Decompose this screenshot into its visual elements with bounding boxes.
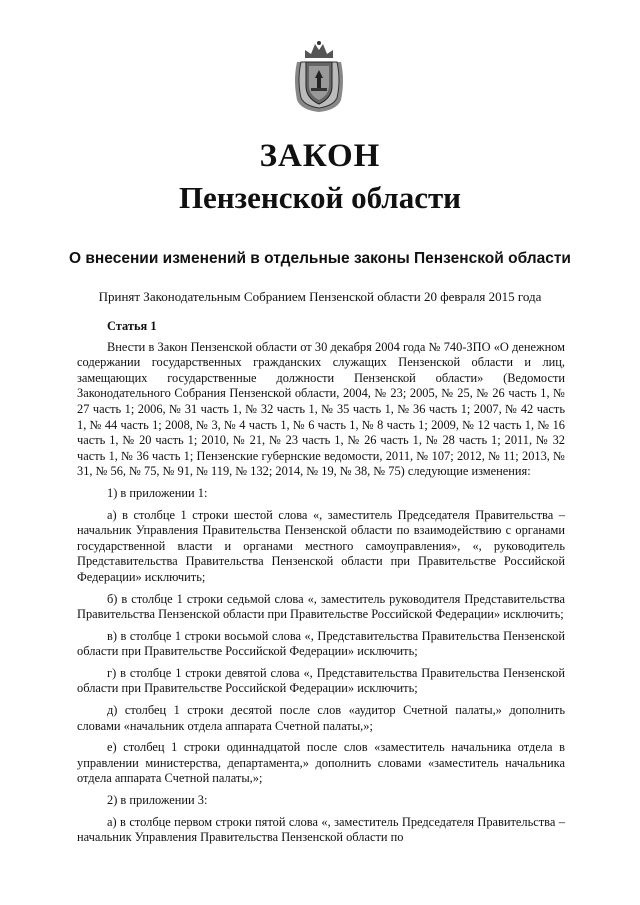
list-subitem: а) в столбце 1 строки шестой слова «, заместитель Председателя Правительства – начальник Управления Правительства Пензенской области по взаимодействию с органами государственной власти и органами местного самоуправления», «, руководитель Представительства Правительства Пензенской области при Правительстве Российской Федерации» исключить;	[77, 507, 565, 584]
article-heading: Статья 1	[107, 319, 157, 333]
adoption-note: Принят Законодательным Собранием Пензенской области 20 февраля 2015 года	[98, 289, 542, 304]
list-subitem: е) столбец 1 строки одиннадцатой после слов «заместитель начальника отдела в управлении министерства, департамента,» дополнить словами «заместитель начальника отдела аппарата Счетной палаты,»;	[77, 740, 565, 786]
document-region: Пензенской области	[178, 180, 462, 215]
law-subject-heading: О внесении изменений в отдельные законы Пензенской области	[69, 250, 571, 267]
list-subitem: в) в столбце 1 строки восьмой слова «, Представительства Правительства Пензенской области при Правительстве Российской Федерации» исключить;	[77, 628, 565, 659]
coat-of-arms-icon	[291, 40, 347, 114]
list-subitem: а) в столбце первом строки пятой слова «, заместитель Председателя Правительства – начальник Управления Правительства Пензенской области по	[77, 814, 565, 845]
list-subitem: г) в столбце 1 строки девятой слова «, Представительства Правительства Пензенской области при Правительстве Российской Федерации» исключить;	[77, 665, 565, 696]
list-item: 1) в приложении 1:	[107, 485, 208, 500]
list-subitem: б) в столбце 1 строки седьмой слова «, заместитель руководителя Представительства Правительства Пензенской области при Правительстве Российской Федерации» исключить;	[77, 591, 565, 622]
document-body	[77, 319, 565, 846]
document-title: ЗАКОН	[259, 138, 381, 174]
list-item: 2) в приложении 3:	[107, 793, 208, 808]
article-intro-paragraph: Внести в Закон Пензенской области от 30 декабря 2004 года № 740-ЗПО «О денежном содержании государственных гражданских служащих Пензенской области и лиц, замещающих государственные должности Пензенской области» (Ведомости Законодательного Собрания Пензенской области, 2004, № 23; 2005, № 25, № 26 часть 1, № 27 часть 1; 2006, № 31 часть 1, № 32 часть 1, № 35 часть 1, № 36 часть 1; 2007, № 42 часть 1, № 44 часть 1; 2008, № 3, № 4 часть 1, № 6 часть 1, № 8 часть 1; 2009, № 12 часть 1, № 16 часть 1, № 20 часть 1; 2010, № 21, № 23 часть 1, № 26 часть 1, № 28 часть 1; 2011, № 32 часть 1, № 36 часть 1; Пензенские губернские ведомости, 2011, № 107; 2012, № 11; 2013, № 31, № 56, № 75, № 91, № 119, № 132; 2014, № 19, № 38, № 75) следующие изменения:	[77, 339, 565, 479]
list-subitem: д) столбец 1 строки десятой после слов «аудитор Счетной палаты,» дополнить словами «начальник отдела аппарата Счетной палаты,»;	[77, 703, 565, 733]
